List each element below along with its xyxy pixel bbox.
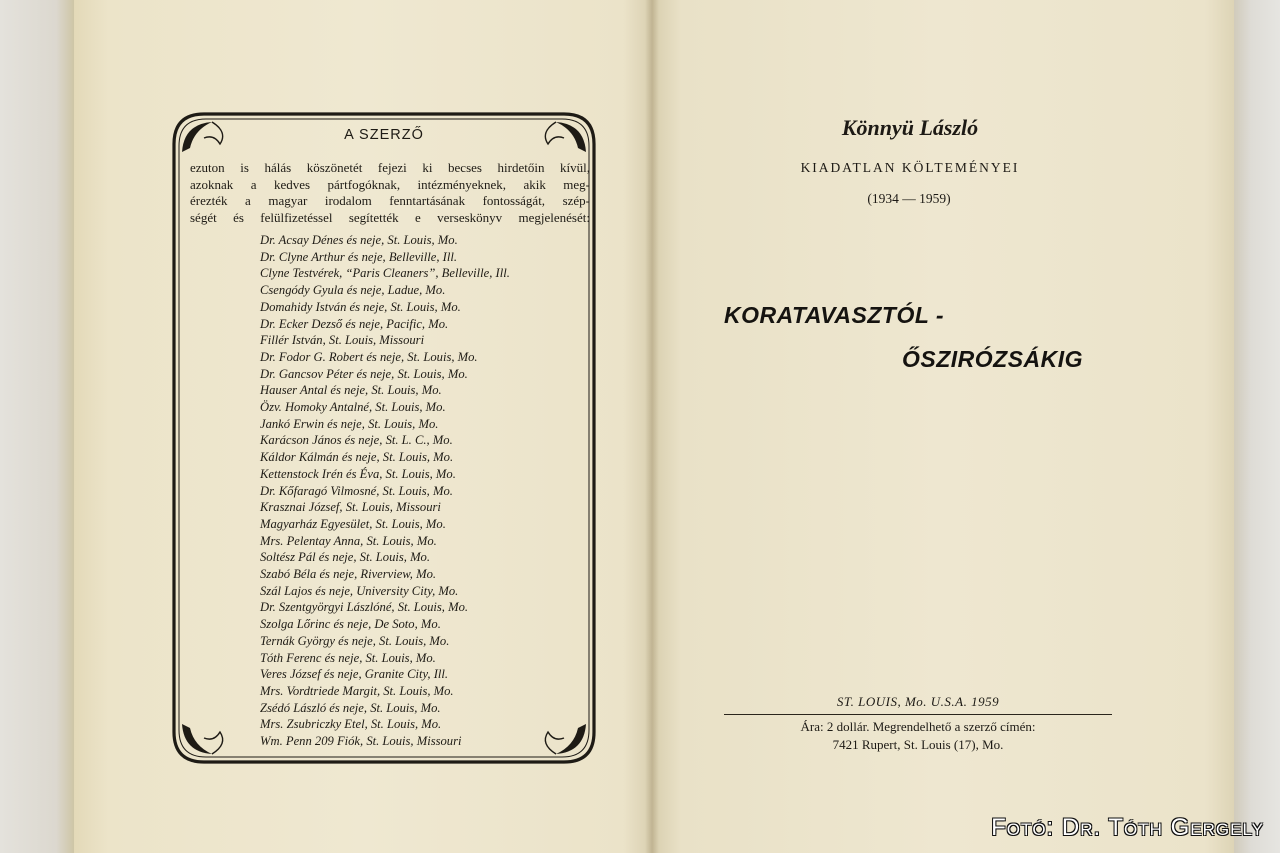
sponsor-item: Hauser Antal és neje, St. Louis, Mo. [260, 383, 442, 398]
sponsor-list [260, 232, 590, 750]
sponsor-item: Karácson János és neje, St. L. C., Mo. [260, 433, 453, 448]
sponsor-item: Ternák György és neje, St. Louis, Mo. [260, 633, 450, 648]
book-title-line-1: KORATAVASZTÓL - [724, 302, 945, 328]
sponsor-item: Fillér István, St. Louis, Missouri [260, 333, 425, 348]
sponsor-item: Dr. Fodor G. Robert és neje, St. Louis, Mo. [260, 349, 478, 364]
sponsor-item: Dr. Kőfaragó Vilmosné, St. Louis, Mo. [260, 483, 453, 498]
sponsor-item: Zsédó László és neje, St. Louis, Mo. [260, 700, 441, 715]
sponsor-item: Kettenstock Irén és Éva, St. Louis, Mo. [260, 466, 456, 481]
sponsor-item: Káldor Kálmán és neje, St. Louis, Mo. [260, 450, 454, 465]
book-title-line-2: ŐSZIRÓZSÁKIG [902, 346, 1084, 372]
sponsor-item: Dr. Ecker Dezső és neje, Pacific, Mo. [260, 316, 449, 331]
sponsor-item: Dr. Szentgyörgyi Lászlóné, St. Louis, Mo. [260, 600, 469, 615]
background-left [0, 0, 80, 853]
intro-line: azoknak a kedves pártfogóknak, intézményeknek, akik meg- [190, 176, 590, 192]
sponsor-item: Soltész Pál és neje, St. Louis, Mo. [260, 550, 431, 565]
intro-line: ségét és felülfizetéssel segítették e verseskönyv megjelenését: [190, 209, 590, 225]
sponsor-item: Mrs. Vordtriede Margit, St. Louis, Mo. [260, 683, 454, 698]
sponsor-item: Wm. Penn 209 Fiók, St. Louis, Missouri [260, 734, 462, 749]
price-line: Ára: 2 dollár. Megrendelhető a szerző címén: [800, 719, 1036, 734]
imprint-divider [724, 714, 1112, 715]
sponsor-item: Domahidy István és neje, St. Louis, Mo. [260, 299, 461, 314]
sponsor-item: Jankó Erwin és neje, St. Louis, Mo. [260, 416, 439, 431]
book-gutter [645, 0, 659, 853]
sponsor-item: Dr. Acsay Dénes és neje, St. Louis, Mo. [260, 233, 458, 247]
sponsor-item: Krasznai József, St. Louis, Missouri [260, 500, 441, 515]
sponsor-item: Veres József és neje, Granite City, Ill. [260, 667, 449, 682]
sponsor-item: Mrs. Pelentay Anna, St. Louis, Mo. [260, 533, 437, 548]
sponsor-item: Clyne Testvérek, “Paris Cleaners”, Belleville, Ill. [260, 266, 510, 281]
sponsor-item: Szabó Béla és neje, Riverview, Mo. [260, 567, 437, 582]
sponsor-item: Mrs. Zsubriczky Etel, St. Louis, Mo. [260, 717, 442, 732]
sponsor-item: Szál Lajos és neje, University City, Mo. [260, 583, 459, 598]
sponsor-item: Tóth Ferenc és neje, St. Louis, Mo. [260, 650, 436, 665]
photo-credit-watermark: Fotó: Dr. Tóth Gergely [991, 814, 1264, 841]
publication-imprint: ST. LOUIS, Mo. U.S.A. 1959 [836, 694, 1000, 709]
intro-line: ezuton is hálás köszönetét fejezi ki becses hirdetőin kívül, [190, 160, 590, 175]
background-right [1232, 0, 1280, 853]
author-name: Könnyü László [841, 115, 979, 140]
acknowledgement-intro [190, 160, 590, 226]
sponsor-item: Özv. Homoky Antalné, St. Louis, Mo. [260, 400, 446, 415]
box-title: A SZERZŐ [344, 127, 424, 143]
year-range: (1934 — 1959) [867, 191, 951, 206]
sponsor-item: Csengódy Gyula és neje, Ladue, Mo. [260, 283, 446, 298]
sponsor-item: Dr. Clyne Arthur és neje, Belleville, Ill. [260, 249, 458, 264]
sponsor-item: Dr. Gancsov Péter és neje, St. Louis, Mo. [260, 366, 468, 381]
intro-line: érezték a magyar irodalom fenntartásának fontosságát, szép- [190, 193, 590, 209]
sponsor-item: Magyarház Egyesület, St. Louis, Mo. [260, 516, 446, 531]
sponsor-item: Szolga Lőrinc és neje, De Soto, Mo. [260, 617, 441, 632]
book-subtitle: KIADATLAN KÖLTEMÉNYEI [800, 160, 1020, 175]
order-address: 7421 Rupert, St. Louis (17), Mo. [832, 737, 1004, 752]
